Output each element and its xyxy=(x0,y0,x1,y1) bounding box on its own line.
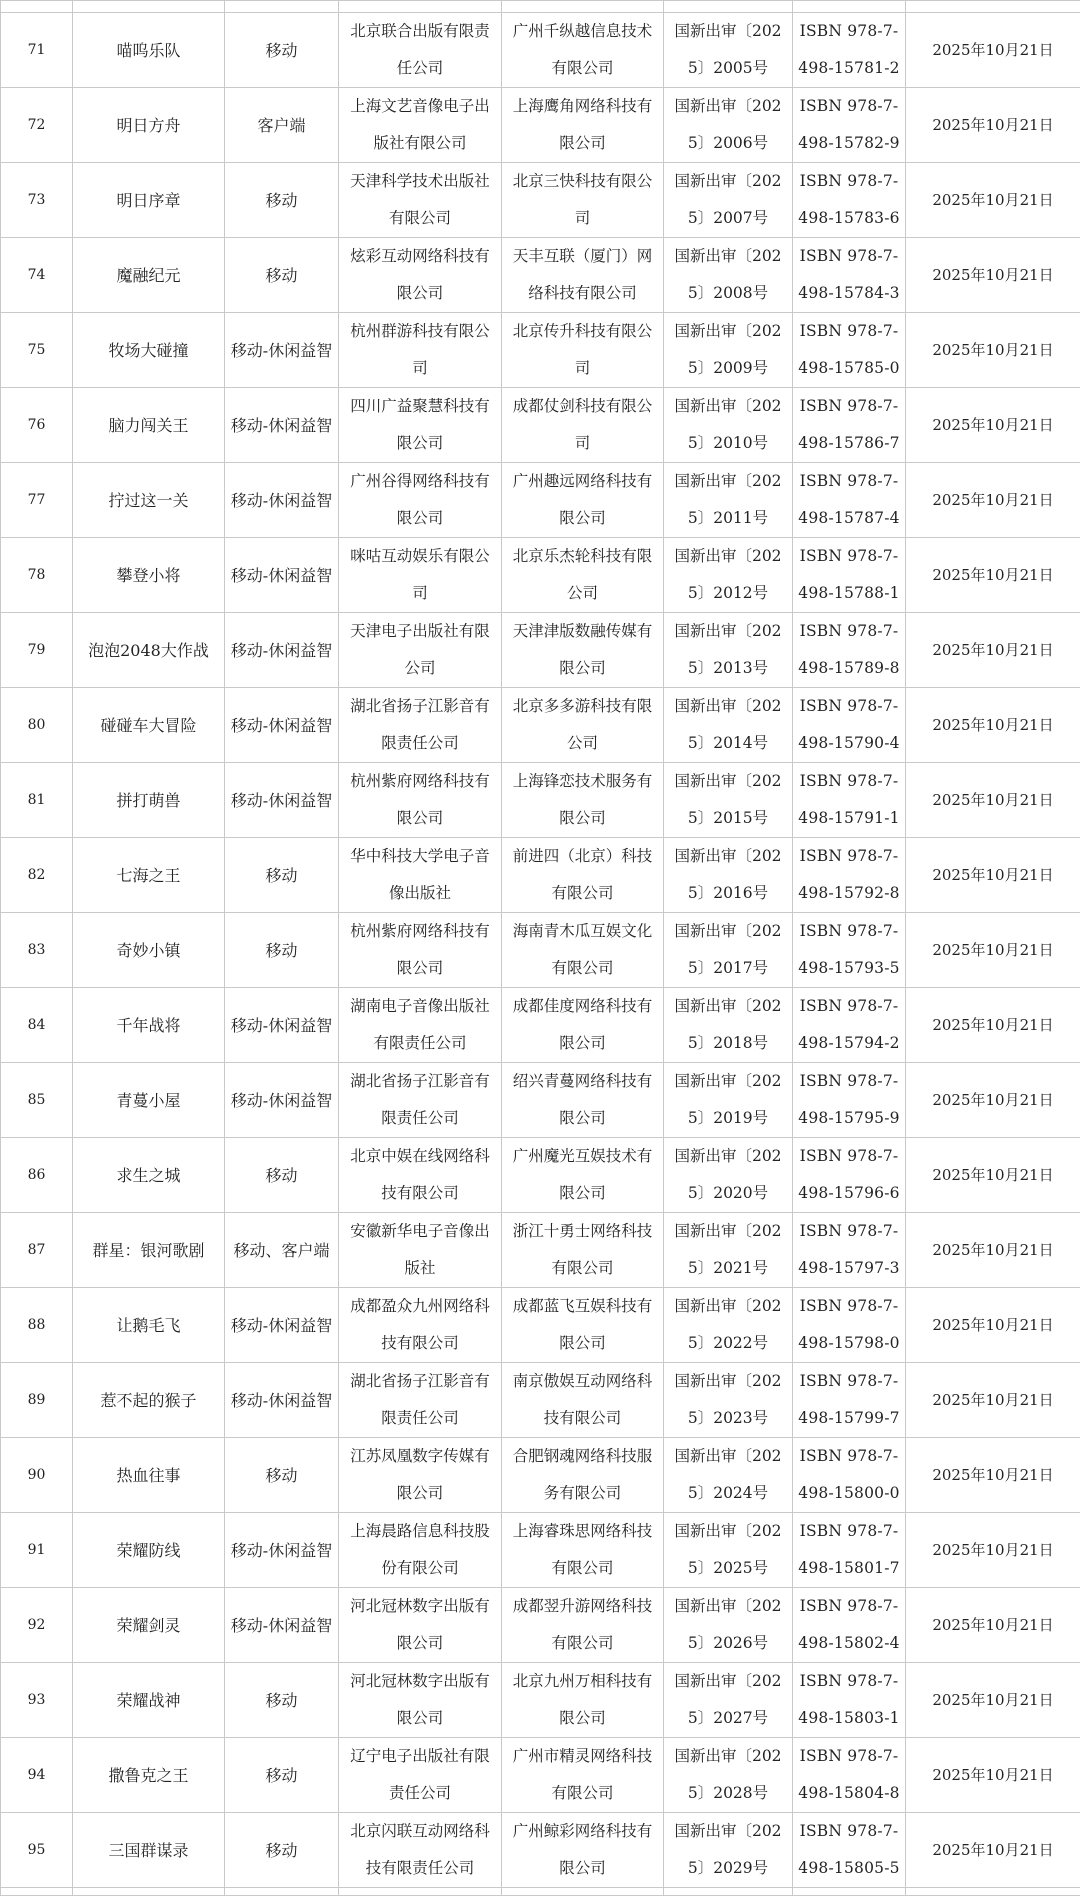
game-name: 三国群谋录 xyxy=(73,1813,225,1888)
partial-cell xyxy=(502,1888,664,1896)
game-type: 移动 xyxy=(225,1738,339,1813)
approval-number: 国新出审〔2025〕2005号 xyxy=(664,13,793,88)
game-type: 移动-休闲益智 xyxy=(225,1363,339,1438)
game-type: 移动-休闲益智 xyxy=(225,1588,339,1663)
row-number: 83 xyxy=(1,913,73,988)
partial-cell xyxy=(339,1888,502,1896)
approval-date: 2025年10月21日 xyxy=(906,13,1080,88)
isbn-number: ISBN 978-7-498-15783-6 xyxy=(793,163,906,238)
table-row xyxy=(1,1438,1080,1513)
approval-date: 2025年10月21日 xyxy=(906,238,1080,313)
operator-name: 浙江十勇士网络科技有限公司 xyxy=(502,1213,664,1288)
operator-name: 北京乐杰轮科技有限公司 xyxy=(502,538,664,613)
game-type: 移动 xyxy=(225,1138,339,1213)
table-row xyxy=(1,688,1080,763)
publisher-name: 咪咕互动娱乐有限公司 xyxy=(339,538,502,613)
partial-cell xyxy=(1,1888,73,1896)
publisher-name: 杭州紫府网络科技有限公司 xyxy=(339,763,502,838)
isbn-number: ISBN 978-7-498-15791-1 xyxy=(793,763,906,838)
row-number: 91 xyxy=(1,1513,73,1588)
row-number: 85 xyxy=(1,1063,73,1138)
table-row xyxy=(1,1138,1080,1213)
game-name: 奇妙小镇 xyxy=(73,913,225,988)
table-row xyxy=(1,163,1080,238)
isbn-number: ISBN 978-7-498-15805-5 xyxy=(793,1813,906,1888)
approval-number: 国新出审〔2025〕2028号 xyxy=(664,1738,793,1813)
game-name: 碰碰车大冒险 xyxy=(73,688,225,763)
publisher-name: 江苏凤凰数字传媒有限公司 xyxy=(339,1438,502,1513)
game-type: 移动-休闲益智 xyxy=(225,1288,339,1363)
table-row xyxy=(1,613,1080,688)
approval-date: 2025年10月21日 xyxy=(906,1138,1080,1213)
table-row xyxy=(1,1588,1080,1663)
isbn-number: ISBN 978-7-498-15796-6 xyxy=(793,1138,906,1213)
game-name: 群星：银河歌剧 xyxy=(73,1213,225,1288)
publisher-name: 安徽新华电子音像出版社 xyxy=(339,1213,502,1288)
publisher-name: 湖北省扬子江影音有限责任公司 xyxy=(339,688,502,763)
approval-number: 国新出审〔2025〕2019号 xyxy=(664,1063,793,1138)
partial-cell xyxy=(793,1888,906,1896)
publisher-name: 湖北省扬子江影音有限责任公司 xyxy=(339,1363,502,1438)
game-name: 千年战将 xyxy=(73,988,225,1063)
approval-date: 2025年10月21日 xyxy=(906,1288,1080,1363)
operator-name: 前进四（北京）科技有限公司 xyxy=(502,838,664,913)
table-row xyxy=(1,1288,1080,1363)
game-type: 移动 xyxy=(225,1438,339,1513)
approval-date: 2025年10月21日 xyxy=(906,988,1080,1063)
publisher-name: 河北冠林数字出版有限公司 xyxy=(339,1663,502,1738)
game-type: 移动-休闲益智 xyxy=(225,1063,339,1138)
table-row xyxy=(1,1213,1080,1288)
publisher-name: 天津科学技术出版社有限公司 xyxy=(339,163,502,238)
partial-cell xyxy=(664,1,793,13)
game-type: 移动 xyxy=(225,913,339,988)
partial-cell xyxy=(502,1,664,13)
approval-date: 2025年10月21日 xyxy=(906,1813,1080,1888)
approval-date: 2025年10月21日 xyxy=(906,838,1080,913)
row-number: 89 xyxy=(1,1363,73,1438)
game-type: 移动-休闲益智 xyxy=(225,463,339,538)
operator-name: 成都仗剑科技有限公司 xyxy=(502,388,664,463)
isbn-number: ISBN 978-7-498-15792-8 xyxy=(793,838,906,913)
isbn-number: ISBN 978-7-498-15789-8 xyxy=(793,613,906,688)
publisher-name: 天津电子出版社有限公司 xyxy=(339,613,502,688)
row-number: 95 xyxy=(1,1813,73,1888)
approval-number: 国新出审〔2025〕2025号 xyxy=(664,1513,793,1588)
operator-name: 北京九州万相科技有限公司 xyxy=(502,1663,664,1738)
table-row xyxy=(1,1063,1080,1138)
approval-date: 2025年10月21日 xyxy=(906,1738,1080,1813)
game-type: 移动-休闲益智 xyxy=(225,988,339,1063)
game-type: 移动-休闲益智 xyxy=(225,313,339,388)
row-number: 71 xyxy=(1,13,73,88)
game-type: 移动-休闲益智 xyxy=(225,538,339,613)
table-row xyxy=(1,313,1080,388)
row-number: 72 xyxy=(1,88,73,163)
publisher-name: 杭州群游科技有限公司 xyxy=(339,313,502,388)
row-number: 88 xyxy=(1,1288,73,1363)
partial-cell xyxy=(73,1888,225,1896)
row-number: 80 xyxy=(1,688,73,763)
operator-name: 成都佳度网络科技有限公司 xyxy=(502,988,664,1063)
game-type: 移动-休闲益智 xyxy=(225,1513,339,1588)
table-row xyxy=(1,538,1080,613)
row-number: 93 xyxy=(1,1663,73,1738)
approval-date: 2025年10月21日 xyxy=(906,1513,1080,1588)
game-type: 移动-休闲益智 xyxy=(225,763,339,838)
operator-name: 绍兴青蔓网络科技有限公司 xyxy=(502,1063,664,1138)
game-name: 撒鲁克之王 xyxy=(73,1738,225,1813)
game-name: 荣耀战神 xyxy=(73,1663,225,1738)
approval-date: 2025年10月21日 xyxy=(906,88,1080,163)
approval-date: 2025年10月21日 xyxy=(906,1063,1080,1138)
partial-cell xyxy=(906,1888,1080,1896)
approval-number: 国新出审〔2025〕2012号 xyxy=(664,538,793,613)
operator-name: 上海睿珠思网络科技有限公司 xyxy=(502,1513,664,1588)
table-row xyxy=(1,1363,1080,1438)
table-row xyxy=(1,88,1080,163)
approval-date: 2025年10月21日 xyxy=(906,163,1080,238)
partial-cell xyxy=(793,1,906,13)
row-number: 94 xyxy=(1,1738,73,1813)
publisher-name: 成都盈众九州网络科技有限公司 xyxy=(339,1288,502,1363)
row-number: 75 xyxy=(1,313,73,388)
approval-number: 国新出审〔2025〕2018号 xyxy=(664,988,793,1063)
game-name: 喵呜乐队 xyxy=(73,13,225,88)
table-row xyxy=(1,388,1080,463)
operator-name: 广州鲸彩网络科技有限公司 xyxy=(502,1813,664,1888)
isbn-number: ISBN 978-7-498-15793-5 xyxy=(793,913,906,988)
operator-name: 北京传升科技有限公司 xyxy=(502,313,664,388)
approval-number: 国新出审〔2025〕2016号 xyxy=(664,838,793,913)
approval-date: 2025年10月21日 xyxy=(906,913,1080,988)
table-row xyxy=(1,763,1080,838)
game-type: 客户端 xyxy=(225,88,339,163)
operator-name: 北京三快科技有限公司 xyxy=(502,163,664,238)
approval-date: 2025年10月21日 xyxy=(906,1438,1080,1513)
approval-date: 2025年10月21日 xyxy=(906,1588,1080,1663)
isbn-number: ISBN 978-7-498-15787-4 xyxy=(793,463,906,538)
approval-number: 国新出审〔2025〕2026号 xyxy=(664,1588,793,1663)
isbn-number: ISBN 978-7-498-15804-8 xyxy=(793,1738,906,1813)
game-name: 七海之王 xyxy=(73,838,225,913)
approval-number: 国新出审〔2025〕2017号 xyxy=(664,913,793,988)
game-type: 移动 xyxy=(225,1663,339,1738)
approval-date: 2025年10月21日 xyxy=(906,313,1080,388)
approval-number: 国新出审〔2025〕2022号 xyxy=(664,1288,793,1363)
isbn-number: ISBN 978-7-498-15786-7 xyxy=(793,388,906,463)
isbn-number: ISBN 978-7-498-15802-4 xyxy=(793,1588,906,1663)
game-name: 热血往事 xyxy=(73,1438,225,1513)
operator-name: 成都蓝飞互娱科技有限公司 xyxy=(502,1288,664,1363)
approval-number: 国新出审〔2025〕2008号 xyxy=(664,238,793,313)
publisher-name: 湖南电子音像出版社有限责任公司 xyxy=(339,988,502,1063)
approval-number: 国新出审〔2025〕2014号 xyxy=(664,688,793,763)
game-type: 移动 xyxy=(225,838,339,913)
table-row xyxy=(1,463,1080,538)
approval-date: 2025年10月21日 xyxy=(906,388,1080,463)
row-number: 92 xyxy=(1,1588,73,1663)
game-name: 明日序章 xyxy=(73,163,225,238)
approval-date: 2025年10月21日 xyxy=(906,1663,1080,1738)
isbn-number: ISBN 978-7-498-15790-4 xyxy=(793,688,906,763)
approval-number: 国新出审〔2025〕2024号 xyxy=(664,1438,793,1513)
game-name: 牧场大碰撞 xyxy=(73,313,225,388)
operator-name: 合肥钢魂网络科技服务有限公司 xyxy=(502,1438,664,1513)
operator-name: 广州趣远网络科技有限公司 xyxy=(502,463,664,538)
game-type: 移动、客户端 xyxy=(225,1213,339,1288)
game-type: 移动-休闲益智 xyxy=(225,613,339,688)
game-name: 拧过这一关 xyxy=(73,463,225,538)
isbn-number: ISBN 978-7-498-15803-1 xyxy=(793,1663,906,1738)
isbn-number: ISBN 978-7-498-15801-7 xyxy=(793,1513,906,1588)
game-name: 攀登小将 xyxy=(73,538,225,613)
approval-number: 国新出审〔2025〕2023号 xyxy=(664,1363,793,1438)
approval-date: 2025年10月21日 xyxy=(906,1213,1080,1288)
approval-number: 国新出审〔2025〕2013号 xyxy=(664,613,793,688)
approval-number: 国新出审〔2025〕2006号 xyxy=(664,88,793,163)
game-name: 拼打萌兽 xyxy=(73,763,225,838)
approval-number: 国新出审〔2025〕2009号 xyxy=(664,313,793,388)
partial-row-bottom xyxy=(1,1888,1080,1896)
operator-name: 海南青木瓜互娱文化有限公司 xyxy=(502,913,664,988)
game-name: 荣耀防线 xyxy=(73,1513,225,1588)
table-row xyxy=(1,238,1080,313)
isbn-number: ISBN 978-7-498-15784-3 xyxy=(793,238,906,313)
table-body xyxy=(1,1,1080,1896)
operator-name: 广州千纵越信息技术有限公司 xyxy=(502,13,664,88)
game-type: 移动-休闲益智 xyxy=(225,688,339,763)
isbn-number: ISBN 978-7-498-15795-9 xyxy=(793,1063,906,1138)
operator-name: 天丰互联（厦门）网络科技有限公司 xyxy=(502,238,664,313)
publisher-name: 辽宁电子出版社有限责任公司 xyxy=(339,1738,502,1813)
table-row xyxy=(1,838,1080,913)
publisher-name: 广州谷得网络科技有限公司 xyxy=(339,463,502,538)
operator-name: 上海鹰角网络科技有限公司 xyxy=(502,88,664,163)
publisher-name: 四川广益聚慧科技有限公司 xyxy=(339,388,502,463)
approval-number: 国新出审〔2025〕2029号 xyxy=(664,1813,793,1888)
publisher-name: 华中科技大学电子音像出版社 xyxy=(339,838,502,913)
publisher-name: 北京闪联互动网络科技有限责任公司 xyxy=(339,1813,502,1888)
table-row xyxy=(1,913,1080,988)
operator-name: 成都翌升游网络科技有限公司 xyxy=(502,1588,664,1663)
game-type: 移动 xyxy=(225,238,339,313)
isbn-number: ISBN 978-7-498-15788-1 xyxy=(793,538,906,613)
approval-number: 国新出审〔2025〕2010号 xyxy=(664,388,793,463)
publisher-name: 北京联合出版有限责任公司 xyxy=(339,13,502,88)
game-name: 惹不起的猴子 xyxy=(73,1363,225,1438)
publisher-name: 上海晨路信息科技股份有限公司 xyxy=(339,1513,502,1588)
partial-cell xyxy=(1,1,73,13)
approval-date: 2025年10月21日 xyxy=(906,538,1080,613)
game-name: 求生之城 xyxy=(73,1138,225,1213)
operator-name: 上海锋恋技术服务有限公司 xyxy=(502,763,664,838)
operator-name: 广州魔光互娱技术有限公司 xyxy=(502,1138,664,1213)
partial-cell xyxy=(73,1,225,13)
table-row xyxy=(1,13,1080,88)
table-row xyxy=(1,1663,1080,1738)
partial-row-top xyxy=(1,1,1080,13)
row-number: 84 xyxy=(1,988,73,1063)
game-name: 青蔓小屋 xyxy=(73,1063,225,1138)
approval-date: 2025年10月21日 xyxy=(906,688,1080,763)
row-number: 82 xyxy=(1,838,73,913)
operator-name: 广州市精灵网络科技有限公司 xyxy=(502,1738,664,1813)
row-number: 78 xyxy=(1,538,73,613)
row-number: 81 xyxy=(1,763,73,838)
isbn-number: ISBN 978-7-498-15781-2 xyxy=(793,13,906,88)
isbn-number: ISBN 978-7-498-15797-3 xyxy=(793,1213,906,1288)
isbn-number: ISBN 978-7-498-15782-9 xyxy=(793,88,906,163)
approval-date: 2025年10月21日 xyxy=(906,1363,1080,1438)
partial-cell xyxy=(225,1,339,13)
partial-cell xyxy=(225,1888,339,1896)
publisher-name: 杭州紫府网络科技有限公司 xyxy=(339,913,502,988)
publisher-name: 湖北省扬子江影音有限责任公司 xyxy=(339,1063,502,1138)
approval-date: 2025年10月21日 xyxy=(906,763,1080,838)
game-name: 脑力闯关王 xyxy=(73,388,225,463)
approval-number: 国新出审〔2025〕2011号 xyxy=(664,463,793,538)
row-number: 73 xyxy=(1,163,73,238)
game-name: 泡泡2048大作战 xyxy=(73,613,225,688)
operator-name: 南京傲娱互动网络科技有限公司 xyxy=(502,1363,664,1438)
row-number: 87 xyxy=(1,1213,73,1288)
approval-number: 国新出审〔2025〕2007号 xyxy=(664,163,793,238)
row-number: 86 xyxy=(1,1138,73,1213)
game-type: 移动-休闲益智 xyxy=(225,388,339,463)
game-name: 荣耀剑灵 xyxy=(73,1588,225,1663)
isbn-number: ISBN 978-7-498-15785-0 xyxy=(793,313,906,388)
publisher-name: 北京中娱在线网络科技有限公司 xyxy=(339,1138,502,1213)
operator-name: 天津津版数融传媒有限公司 xyxy=(502,613,664,688)
row-number: 76 xyxy=(1,388,73,463)
game-name: 魔融纪元 xyxy=(73,238,225,313)
game-name: 明日方舟 xyxy=(73,88,225,163)
isbn-number: ISBN 978-7-498-15794-2 xyxy=(793,988,906,1063)
approval-number: 国新出审〔2025〕2020号 xyxy=(664,1138,793,1213)
approval-date: 2025年10月21日 xyxy=(906,463,1080,538)
row-number: 79 xyxy=(1,613,73,688)
approval-number: 国新出审〔2025〕2027号 xyxy=(664,1663,793,1738)
table-row xyxy=(1,1813,1080,1888)
table-row xyxy=(1,1513,1080,1588)
game-name: 让鹅毛飞 xyxy=(73,1288,225,1363)
game-type: 移动 xyxy=(225,163,339,238)
row-number: 90 xyxy=(1,1438,73,1513)
publisher-name: 河北冠林数字出版有限公司 xyxy=(339,1588,502,1663)
operator-name: 北京多多游科技有限公司 xyxy=(502,688,664,763)
partial-cell xyxy=(906,1,1080,13)
partial-cell xyxy=(664,1888,793,1896)
publisher-name: 炫彩互动网络科技有限公司 xyxy=(339,238,502,313)
publisher-name: 上海文艺音像电子出版社有限公司 xyxy=(339,88,502,163)
game-type: 移动 xyxy=(225,1813,339,1888)
approval-date: 2025年10月21日 xyxy=(906,613,1080,688)
partial-cell xyxy=(339,1,502,13)
isbn-number: ISBN 978-7-498-15798-0 xyxy=(793,1288,906,1363)
table-row xyxy=(1,1738,1080,1813)
row-number: 77 xyxy=(1,463,73,538)
isbn-number: ISBN 978-7-498-15799-7 xyxy=(793,1363,906,1438)
row-number: 74 xyxy=(1,238,73,313)
table-row xyxy=(1,988,1080,1063)
approval-number: 国新出审〔2025〕2021号 xyxy=(664,1213,793,1288)
isbn-number: ISBN 978-7-498-15800-0 xyxy=(793,1438,906,1513)
approval-number: 国新出审〔2025〕2015号 xyxy=(664,763,793,838)
game-type: 移动 xyxy=(225,13,339,88)
